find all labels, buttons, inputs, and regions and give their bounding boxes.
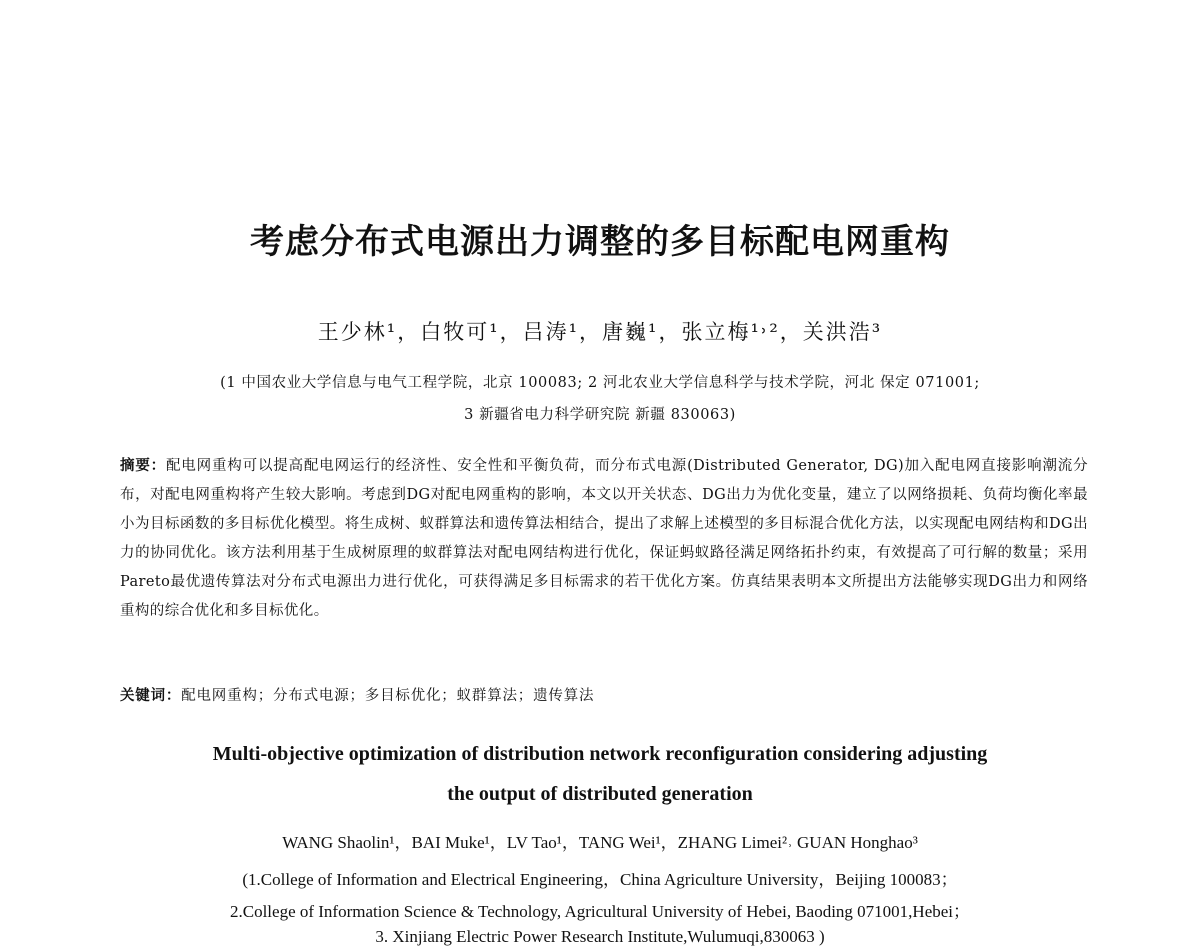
affiliation-en-line-1: (1.College of Information and Electrical Engineering，China Agriculture University，Beijing 100083； xyxy=(242,870,958,889)
keywords-text: 配电网重构；分布式电源；多目标优化；蚁群算法；遗传算法 xyxy=(181,688,595,704)
keywords-cn xyxy=(120,684,1088,705)
affiliation-cn-line-2: 3 新疆省电力科学研究院 新疆 830063) xyxy=(464,407,736,423)
affiliation-en-line-2: 2.College of Information Science & Technology, Agricultural University of Hebei, Baoding 071001,Hebei； xyxy=(229,902,971,921)
author-list-cn: 王少林¹，白牧可¹，吕涛¹，唐巍¹，张立梅¹˒²，关洪浩³ xyxy=(317,320,883,344)
author-list-en: WANG Shaolin¹，BAI Muke¹，LV Tao¹，TANG Wei¹，ZHANG Limei²˒ GUAN Honghao³ xyxy=(282,833,918,852)
abstract-cn xyxy=(120,452,1088,626)
abstract-label: 摘要： xyxy=(120,458,166,474)
paper-title-en-line-1: Multi-objective optimization of distribution network reconfiguration considering adjusting xyxy=(212,743,988,765)
paper-title-en-line-2: the output of distributed generation xyxy=(447,783,753,805)
affiliation-en-line-3: 3. Xinjiang Electric Power Research Institute,Wulumuqi,830063 ) xyxy=(375,927,825,946)
abstract-text: 配电网重构可以提高配电网运行的经济性、安全性和平衡负荷，而分布式电源(Distributed Generator, DG)加入配电网直接影响潮流分布，对配电网重构将产生较大影响。考虑到DG对配电网重构的影响，本文以开关状态、DG出力为优化变量，建立了以网络损耗、负荷均衡化率最小为目标函数的多目标优化模型。将生成树、蚁群算法和遗传算法相结合，提出了求解上述模型的多目标混合优化方法，以实现配电网结构和DG出力的协同优化。该方法利用基于生成树原理的蚁群算法对配电网结构进行优化，保证蚂蚁路径满足网络拓扑约束，有效提高了可行解的数量；采用Pareto最优遗传算法对分布式电源出力进行优化，可获得满足多目标需求的若干优化方案。仿真结果表明本文所提出方法能够实现DG出力和网络重构的综合优化和多目标优化。 xyxy=(120,458,1088,619)
keywords-label: 关键词： xyxy=(120,688,182,704)
paper-title-cn: 考虑分布式电源出力调整的多目标配电网重构 xyxy=(250,222,950,262)
paper-title-en xyxy=(0,734,1200,814)
affiliation-cn-line-1: (1 中国农业大学信息与电气工程学院，北京 100083; 2 河北农业大学信息科学与技术学院，河北 保定 071001; xyxy=(220,375,980,391)
